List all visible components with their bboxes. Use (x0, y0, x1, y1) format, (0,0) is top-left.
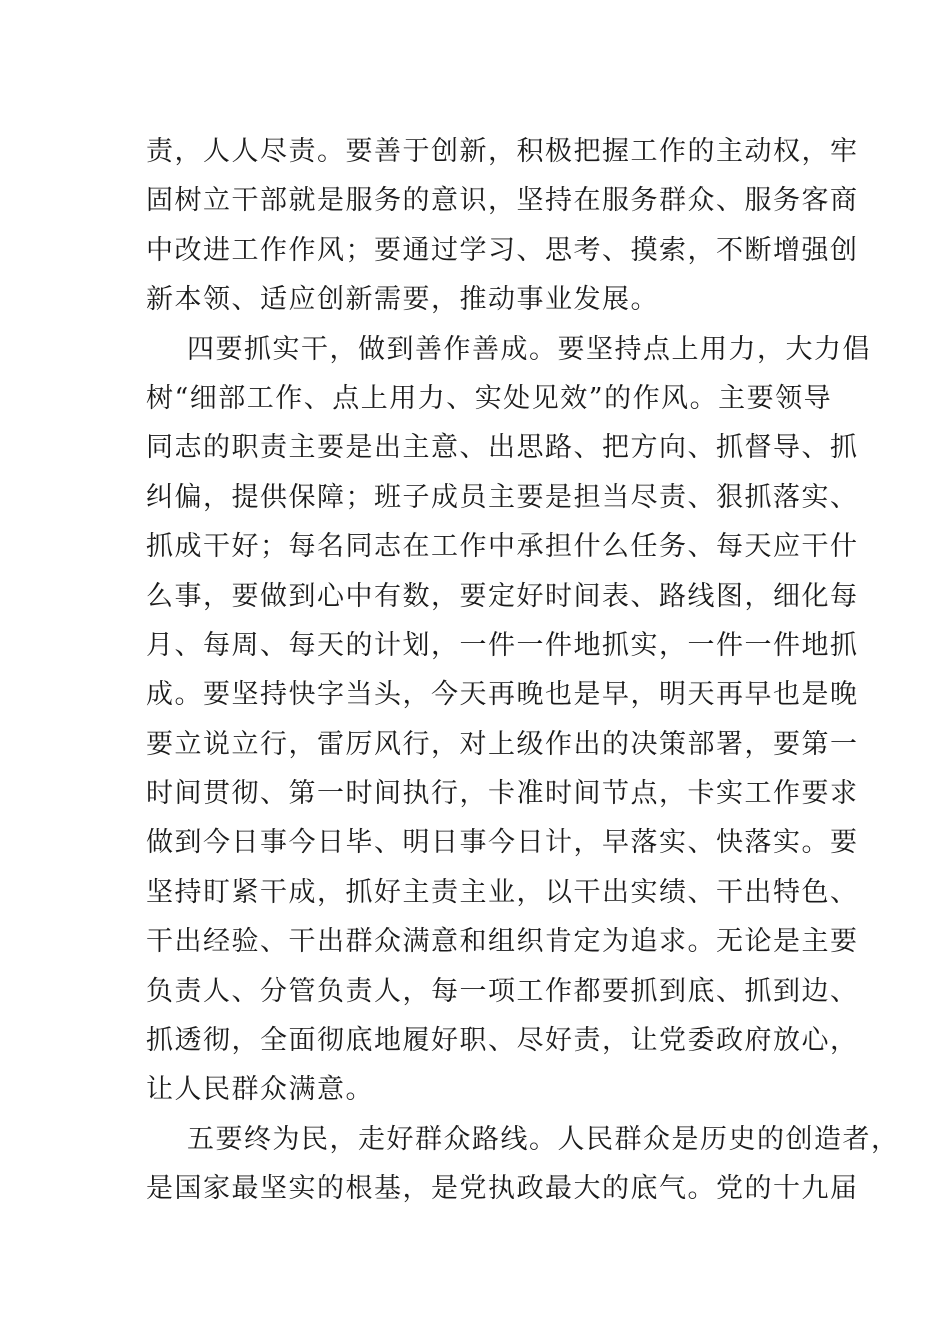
text-line: 负责人、分管负责人，每一项工作都要抓到底、抓到边、 (146, 975, 859, 1007)
text-line: 么事，要做到心中有数，要定好时间表、路线图，细化每 (146, 580, 859, 612)
text-line: 树“细部工作、点上用力、实处见效”的作风。主要领导 (146, 382, 833, 414)
text-line: 让人民群众满意。 (146, 1074, 374, 1106)
text-line: 要立说立行，雷厉风行，对上级作出的决策部署，要第一 (146, 728, 859, 760)
body-text (146, 127, 900, 1214)
text-line: 新本领、适应创新需要，推动事业发展。 (146, 284, 659, 316)
text-line: 同志的职责主要是出主意、出思路、把方向、抓督导、抓 (146, 432, 859, 464)
text-line: 干出经验、干出群众满意和组织肯定为追求。无论是主要 (146, 926, 859, 958)
text-line: 是国家最坚实的根基，是党执政最大的底气。党的十九届 (146, 1173, 859, 1205)
paragraph-start-line: 五要终为民，走好群众路线。人民群众是历史的创造者， (187, 1123, 900, 1155)
text-line: 中改进工作作风；要通过学习、思考、摸索，不断增强创 (146, 234, 859, 266)
text-line: 责，人人尽责。要善于创新，积极把握工作的主动权，牢 (146, 136, 859, 167)
text-line: 抓成干好；每名同志在工作中承担什么任务、每天应干什 (146, 531, 859, 563)
text-line: 坚持盯紧干成，抓好主责主业，以干出实绩、干出特色、 (146, 876, 859, 908)
text-line: 成。要坚持快字当头，今天再晚也是早，明天再早也是晚 (146, 679, 859, 711)
text-line: 固树立干部就是服务的意识，坚持在服务群众、服务客商 (146, 185, 859, 217)
text-line: 月、每周、每天的计划，一件一件地抓实，一件一件地抓 (146, 629, 859, 661)
text-line: 抓透彻，全面彻底地履好职、尽好责，让党委政府放心， (146, 1025, 859, 1057)
text-line: 做到今日事今日毕、明日事今日计，早落实、快落实。要 (146, 827, 859, 859)
text-line: 时间贯彻、第一时间执行，卡准时间节点，卡实工作要求 (146, 778, 859, 810)
paragraph-start-line: 四要抓实干，做到善作善成。要坚持点上用力，大力倡 (187, 333, 871, 365)
text-line: 纠偏，提供保障；班子成员主要是担当尽责、狠抓落实、 (146, 481, 859, 513)
